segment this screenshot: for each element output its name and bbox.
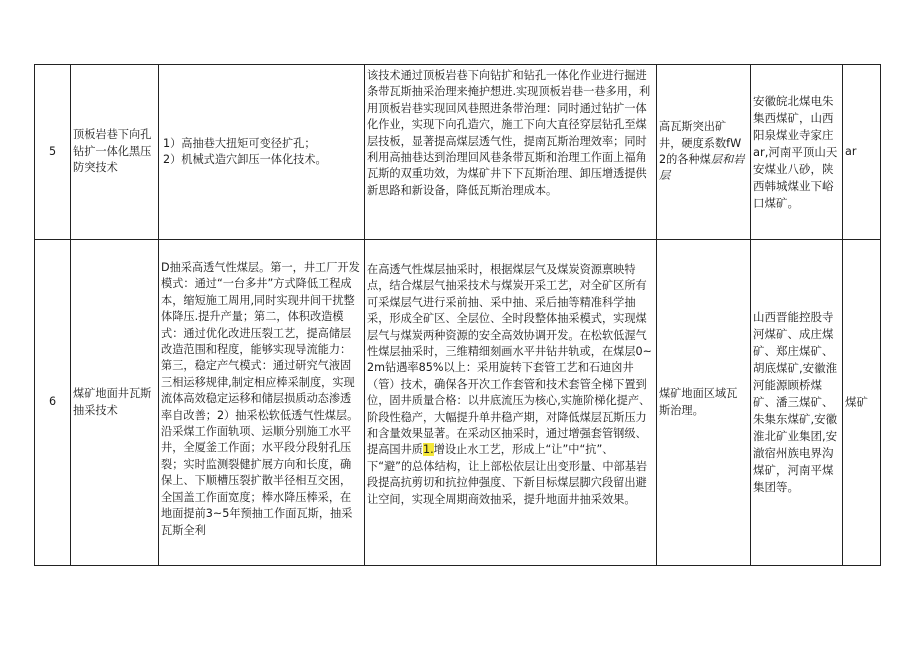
technology-name: 顶板岩巷下向孔钻扩一体化黑压防突技术 [71,65,159,240]
key-item: 1）高抽巷大扭矩可变径扩孔； [163,136,316,150]
key-technologies-cell: D抽采高透气性煤层。第一，井工厂开发模式：通过“一台多井”方式降低工程成本，缩短施工周用,同时实现井间干扰整体降压.提升产量；第二，体积改造模式：通过优化改进压裂工艺，提高储层改造范围和程度，能够实现导流能力：第三，稳定产气模式：通过研究气液固三相运移规律,制定相应棒采制度，实现流体高效稳定运移和储层损质动态渗透率自改善；2）抽采松软低透气性煤层。沿采煤工作面轨项、运顺分别施工水平井，全厦釜工作面；水平段分段射孔压裂；实时监测裂健扩展方向和长度，确保上、下顺槽压裂扩散半径相互交困，全国盖工作面宽度；棒水降压棒采，在地面提前3~5年预抽工作面瓦斯，抽采瓦斯全利 [159,240,365,566]
highlight-mark: 1. [422,443,434,457]
application-units-cell: 山西晋能控股寺河煤矿、成庄煤矿、郑庄煤矿、胡底煤矿,安徽淮河能源顾桥煤矿、潘三煤矿、朱集东煤矿,安徽淮北矿业集团,安澈宿州族电界沟煤矿，河南平煤集团等。 [751,240,843,566]
key-item: 2）机械式造穴卸压一体化技术。 [163,153,327,166]
row-number: 5 [35,65,71,240]
last-column-cell: 煤矿 [843,240,881,566]
description-text: 在高透气性煤层抽采时，根据煤层气及煤炭资源禀映特点，结合煤层气抽采技术与煤炭开采工艺，对全矿区所有可采煤层气进行采前抽、采中抽、采后抽等精准科学抽采，形成全矿区、全层位、全时段整体抽采模式，实现煤层气与煤炭两种资源的安全高效协调开发。在松软低渥气性煤层抽采时，三维精细刻画水平井钻井轨或，在煤层0~2m钻遇率85%以上：采用旋转下套管工艺和石迪囟井（管）技术，确保各开次工作套管和技术套管全梯下置到位，固井质量合格：以井底流压为核心,实施阶梯化提产、阶段性稳产，大幅提升单井稳产期，对降低煤层瓦斯压力和含量效果显著。在采动区抽采时，通过增强套管钢级、提高国井质 [367,263,652,457]
row-number: 6 [35,240,71,566]
description-text: 增设止水工艺，形成上“让”中“抗”、下“避”的总体结构，让上部松依层让出变形量、中部基岩段提高抗剪切和抗拉伸强度、下新目标煤层脚穴段留出避让空间，实现全周期商效抽采，提升地面井抽采效果。 [367,443,648,506]
table-row [35,240,881,566]
scope-cell [657,65,751,240]
scope-text: 高瓦斯突出矿井，硬度系数fW2的各种煤 [659,120,742,166]
description-cell [365,240,657,566]
table-row [35,65,881,240]
description-cell: 该技术通过顶板岩巷下向钻扩和钻孔一体化作业进行掘进条带瓦斯抽采治理来掩护想进.实现顶板岩巷一巷多用，利用顶板岩巷实现回风巷照进条带治理：同时通过钻扩一体化作业，实现下向孔造穴，施工下向大直径穿层钻孔至煤层技板，显著提高煤层透气性，提南瓦斯治理效率；同时利用高抽巷达到治理回风巷条带瓦斯和治理工作面上福角瓦斯的双重功效，为煤矿井下下瓦斯治理、卸压增透提供新思路和新设备，降低瓦斯治理成本。 [365,65,657,240]
technology-name: 煤矿地面井瓦斯抽采技术 [71,240,159,566]
technology-table [34,64,881,566]
key-technologies-cell [159,65,365,240]
application-units-cell: 安徽皖北煤电朱集西煤矿，山西阳泉煤业寺家庄ar,河南平顶山天安煤业八砂，陕西韩城煤业下峪口煤矿。 [751,65,843,240]
last-column-cell: ar [843,65,881,240]
scope-cell: 煤矿地面区域瓦斯治理。 [657,240,751,566]
scope-text-italic: 层和岩层 [659,153,745,183]
